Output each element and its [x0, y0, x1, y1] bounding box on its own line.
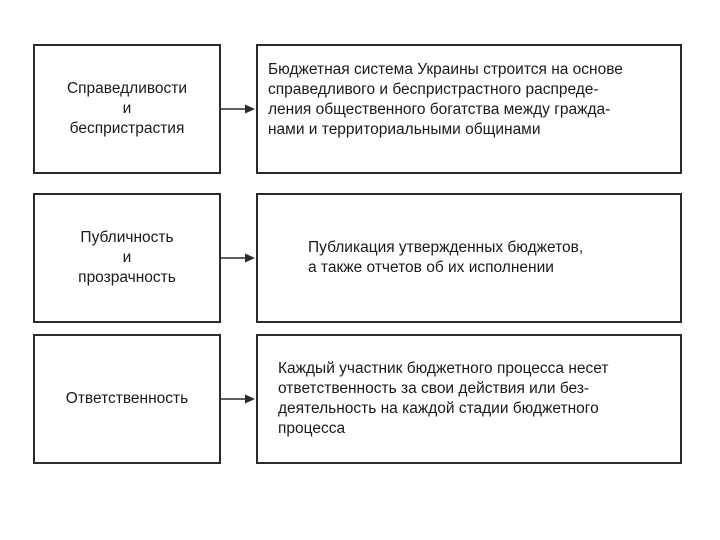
description-3-line-4: процесса: [278, 420, 346, 437]
arrow-2: [221, 254, 255, 263]
description-1-line-1: Бюджетная система Украины строится на основе: [268, 61, 623, 78]
description-box-1: [256, 44, 682, 174]
description-1-line-4: нами и территориальными общинами: [268, 121, 541, 138]
principle-1-line-1: Справедливости: [66, 80, 188, 97]
description-3-line-2: ответственность за свои действия или без-: [278, 380, 590, 397]
description-3-line-1: Каждый участник бюджетного процесса несет: [278, 360, 609, 377]
principle-box-1: [33, 44, 221, 174]
principle-1-line-2: и: [122, 100, 132, 117]
principle-box-3: [33, 334, 221, 464]
description-box-3: [256, 334, 682, 464]
principle-1-line-3: беспристрастия: [69, 120, 185, 137]
principle-2-line-2: и: [122, 249, 132, 266]
principle-3-line-1: Ответственность: [65, 390, 189, 407]
description-1-line-2: справедливого и беспристрастного распреде-: [268, 81, 599, 98]
principle-2-line-1: Публичность: [80, 229, 174, 246]
description-3-line-3: деятельность на каждой стадии бюджетного: [278, 400, 599, 417]
principle-2-line-3: прозрачность: [78, 269, 176, 286]
description-2-line-2: а также отчетов об их исполнении: [308, 259, 554, 276]
description-1-line-3: ления общественного богатства между гражда-: [268, 101, 611, 118]
description-box-2: [256, 193, 682, 323]
arrow-1: [221, 105, 255, 114]
principle-box-2: [33, 193, 221, 323]
arrow-3: [221, 395, 255, 404]
description-2-line-1: Публикация утвержденных бюджетов,: [308, 239, 584, 256]
